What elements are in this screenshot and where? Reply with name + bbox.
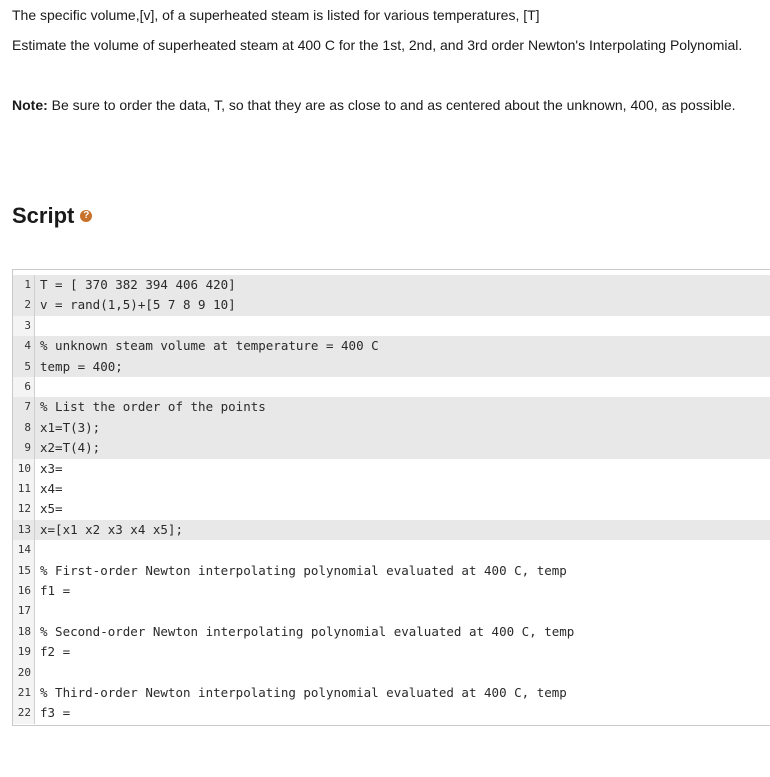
line-number: 7: [13, 397, 35, 417]
code-text[interactable]: T = [ 370 382 394 406 420]: [40, 277, 236, 292]
code-line[interactable]: [13, 622, 770, 642]
code-line[interactable]: [13, 479, 770, 499]
code-line[interactable]: [13, 561, 770, 581]
code-text[interactable]: % First-order Newton interpolating polynomial evaluated at 400 C, temp: [40, 562, 567, 578]
code-editor[interactable]: [12, 269, 770, 726]
code-text[interactable]: % List the order of the points: [40, 399, 266, 415]
code-text[interactable]: [35, 540, 40, 560]
line-number: 21: [13, 683, 35, 703]
code-line[interactable]: [13, 683, 770, 703]
line-number: 12: [13, 499, 35, 519]
line-number: 16: [13, 581, 35, 601]
code-line[interactable]: [13, 418, 770, 438]
code-line[interactable]: [13, 703, 770, 723]
line-number: 4: [13, 336, 35, 356]
code-text[interactable]: x3=: [40, 460, 63, 476]
code-line[interactable]: [13, 540, 770, 560]
code-text[interactable]: x5=: [40, 501, 63, 517]
script-heading: [12, 202, 92, 230]
code-text[interactable]: [35, 663, 40, 683]
note-label: Note:: [12, 97, 48, 113]
line-number: 2: [13, 295, 35, 315]
line-number: 11: [13, 479, 35, 499]
code-line[interactable]: [13, 275, 770, 295]
code-text[interactable]: x=[x1 x2 x3 x4 x5];: [40, 521, 183, 537]
script-title: Script: [12, 203, 75, 228]
line-number: 13: [13, 520, 35, 540]
code-text[interactable]: f3 =: [40, 705, 71, 721]
line-number: 9: [13, 438, 35, 458]
line-number: 22: [13, 703, 35, 723]
question-circle-icon[interactable]: ?: [80, 210, 92, 222]
line-number: 19: [13, 642, 35, 662]
code-line[interactable]: [13, 336, 770, 356]
code-text[interactable]: [35, 316, 40, 336]
code-line[interactable]: [13, 459, 770, 479]
code-line[interactable]: [13, 357, 770, 377]
code-line[interactable]: [13, 397, 770, 417]
note-text: Be sure to order the data, T, so that they are as close to and as centered about the unknown, 400, as possible.: [47, 97, 736, 113]
code-line[interactable]: [13, 663, 770, 683]
line-number: 17: [13, 601, 35, 621]
code-line[interactable]: [13, 601, 770, 621]
code-line[interactable]: [13, 316, 770, 336]
line-number: 5: [13, 357, 35, 377]
code-text[interactable]: f2 =: [40, 644, 71, 660]
problem-statement-line-2: Estimate the volume of superheated steam at 400 C for the 1st, 2nd, and 3rd order Newton's Interpolating Polynomial.: [12, 37, 743, 53]
line-number: 1: [13, 275, 35, 295]
line-number: 10: [13, 459, 35, 479]
code-line[interactable]: [13, 642, 770, 662]
code-line[interactable]: [13, 581, 770, 601]
code-line[interactable]: [13, 377, 770, 397]
line-number: 15: [13, 561, 35, 581]
code-text[interactable]: x4=: [40, 481, 63, 496]
code-text[interactable]: % Third-order Newton interpolating polynomial evaluated at 400 C, temp: [40, 685, 567, 700]
code-text[interactable]: f1 =: [40, 583, 71, 598]
code-line[interactable]: [13, 520, 770, 540]
line-number: 20: [13, 663, 35, 683]
note-paragraph: [12, 96, 736, 114]
code-text[interactable]: x2=T(4);: [40, 440, 101, 456]
code-text[interactable]: % Second-order Newton interpolating polynomial evaluated at 400 C, temp: [40, 623, 575, 639]
code-text[interactable]: [35, 377, 40, 397]
problem-statement-line-1: The specific volume,[v], of a superheated steam is listed for various temperatures, [T]: [12, 7, 540, 23]
line-number: 6: [13, 377, 35, 397]
code-text[interactable]: temp = 400;: [40, 358, 123, 374]
code-line[interactable]: [13, 295, 770, 315]
line-number: 3: [13, 316, 35, 336]
code-text[interactable]: x1=T(3);: [40, 419, 101, 435]
code-line[interactable]: [13, 438, 770, 458]
code-text[interactable]: % unknown steam volume at temperature = 400 C: [40, 338, 379, 354]
line-number: 8: [13, 418, 35, 438]
code-text[interactable]: v = rand(1,5)+[5 7 8 9 10]: [40, 297, 236, 313]
line-number: 18: [13, 622, 35, 642]
code-text[interactable]: [35, 601, 40, 621]
code-line[interactable]: [13, 499, 770, 519]
line-number: 14: [13, 540, 35, 560]
